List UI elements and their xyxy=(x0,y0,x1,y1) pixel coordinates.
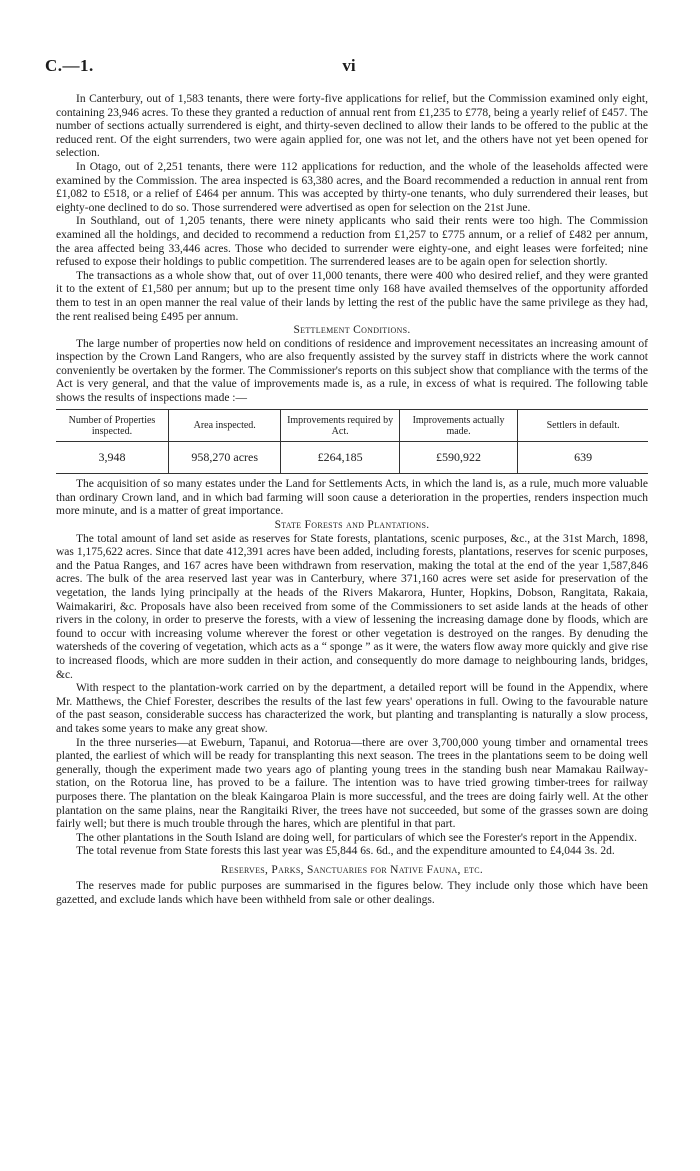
table-cell: £590,922 xyxy=(399,441,517,474)
section-heading-settlement-conditions: Settlement Conditions. xyxy=(293,324,411,337)
paragraph-canterbury: In Canterbury, out of 1,583 tenants, there were forty-five applications for relief, but the Commission examined only eight, containing 23,946 acres. To these they granted a reduction of annual rent from £1,235 to £778, being a yearly relief of £457. The number of sections actually surrendered is eight, and thirty-seven declined to allow their lands to be offered to the public at the reduced rent. Of the eight surrenders, two were again applied for, one was not let, and the others have not yet been opened for selection. xyxy=(56,93,648,160)
column-header: Area inspected. xyxy=(168,409,280,441)
page-body xyxy=(56,93,648,908)
column-header: Settlers in default. xyxy=(518,409,648,441)
paragraph-revenue: The total revenue from State forests this last year was £5,844 6s. 6d., and the expenditure amounted to £4,044 3s. 2d. xyxy=(76,845,615,858)
page-number: vi xyxy=(342,56,356,75)
table-cell: 958,270 acres xyxy=(168,441,280,474)
paragraph-public-reserves: The reserves made for public purposes are summarised in the figures below. They include only those which have been gazetted, and exclude lands which have been withheld from sale or other dealings. xyxy=(56,880,648,907)
column-header: Number of Properties inspected. xyxy=(56,409,168,441)
paragraph-forest-reserves: The total amount of land set aside as reserves for State forests, plantations, scenic purposes, &c., at the 31st March, 1898, was 1,175,622 acres. Since that date 412,391 acres have been added, including forests, plantations, reserves for scenic purposes, and the Patua Ranges, and 167 acres have been withdrawn from reservation, making the total at the end of the year 1,587,846 acres. The bulk of the area reserved last year was in Canterbury, where 371,160 acres were set aside for preservation of the vegetation, the lands lying principally at the heads of the Rivers Makarora, Hunter, Hopkins, Dobson, Rangitata, Rakaia, Waimakariri, &c. Proposals have also been received from some of the Commissioners to set aside lands at the heads of other rivers in the colony, in order to preserve the forests, with a view of lessening the increasing damage done by floods, which are found to occur with increasing volume wherever the forest or other vegetation is destroyed on the ranges. By denuding the watersheds of the covering of vegetation, which acts as a “ sponge ” as it were, the waters flow away more quickly and give rise to increased floods, which are more sudden in their action, and consequently do more damage to neighbouring lands, bridges, &c. xyxy=(56,532,648,681)
paragraph-south-island: The other plantations in the South Island are doing well, for particulars of which see the Forester's report in the Appendix. xyxy=(76,831,637,844)
paragraph-inspection: The large number of properties now held on conditions of residence and improvement necessitates an increasing amount of inspection by the Crown Land Rangers, who are also frequently assisted by the survey staff in districts where the work cannot conveniently be overtaken by the former. The Commissioner's reports on this subject show that compliance with the terms of the Act is very general, and that the value of improvements made is, as a rule, in excess of what is required. The following table shows the results of inspections made :— xyxy=(56,337,648,405)
inspections-table xyxy=(56,409,648,475)
table-row xyxy=(56,441,648,474)
section-heading-state-forests: State Forests and Plantations. xyxy=(274,519,430,532)
table-cell: 639 xyxy=(518,441,648,474)
table-header-row xyxy=(56,409,648,441)
paragraph-nurseries: In the three nurseries—at Eweburn, Tapanui, and Rotorua—there are over 3,700,000 young timber and ornamental trees planted, the earliest of which will be ready for transplanting this next season. The trees in the plantations seem to be doing well generally, though the experiment made two years ago of planting young trees in the standing bush near Mamakau Railway-station, on the Rotorua line, has proved to be a failure. The intention was to have tried growing timber-trees for railway purposes there. The plantation on the bleak Kaingaroa Plain is more successful, and the trees are doing fairly well. At the other plantation on the same plains, near the Rangitaiki River, the trees have not succeeded, but some of the grasses sown are doing fairly well; but there is much trouble through the hares, which are plentiful in that part. xyxy=(56,736,648,831)
document-reference: C.—1. xyxy=(45,56,94,75)
paragraph-acquisition: The acquisition of so many estates under the Land for Settlements Acts, in which the land is, as a rule, much more valuable than ordinary Crown land, and in which bad farming will soon cause a deterioration in the properties, renders inspection much more minute, and is a matter of great importance. xyxy=(56,478,648,518)
paragraph-transactions-summary: The transactions as a whole show that, out of over 11,000 tenants, there were 400 who desired relief, and they were granted it to the extent of £1,580 per annum; but up to the present time only 168 have availed themselves of the opportunity afforded them to test in an open manner the real value of their lands by letting the rest of the public have the same privilege as they had, the rent realised being £495 per annum. xyxy=(56,269,648,323)
column-header: Improvements required by Act. xyxy=(281,409,399,441)
paragraph-otago: In Otago, out of 2,251 tenants, there were 112 applications for reduction, and the whole of the leaseholds affected were examined by the Commission. The area inspected is 63,380 acres, and the Board recommended a reduction in annual rent from £1,082 to £518, or a relief of £464 per annum. This was accepted by thirty-one tenants, who duly surrendered their leases, but eighty-one declined to do so. Those surrendered were advertised as open for selection on the 21st June. xyxy=(56,160,648,214)
page-header xyxy=(45,56,653,80)
paragraph-plantation-work: With respect to the plantation-work carried on by the department, a detailed report will be found in the Appendix, where Mr. Matthews, the Chief Forester, describes the results of the last few years' operations in full. Owing to the favourable nature of the past season, considerable success has characterized the work, but planting and transplanting is naturally a slow process, and takes some years to make any great show. xyxy=(56,682,648,735)
column-header: Improvements actually made. xyxy=(399,409,517,441)
table-cell: 3,948 xyxy=(98,449,126,464)
table-cell: £264,185 xyxy=(281,441,399,474)
section-heading-reserves: Reserves, Parks, Sanctuaries for Native Fauna, etc. xyxy=(220,863,484,876)
paragraph-southland: In Southland, out of 1,205 tenants, there were ninety applicants who said their rents were too high. The Commission examined all the holdings, and decided to recommend a reduction from £1,257 to £775 annum, or a relief of £482 per annum, the area affected being 33,446 acres. Those who decided to surrender were eighty-one, and eight leases were forfeited; nine refused to expose their holdings to public competition. The surrendered leases are to be again open for selection shortly. xyxy=(56,215,648,269)
